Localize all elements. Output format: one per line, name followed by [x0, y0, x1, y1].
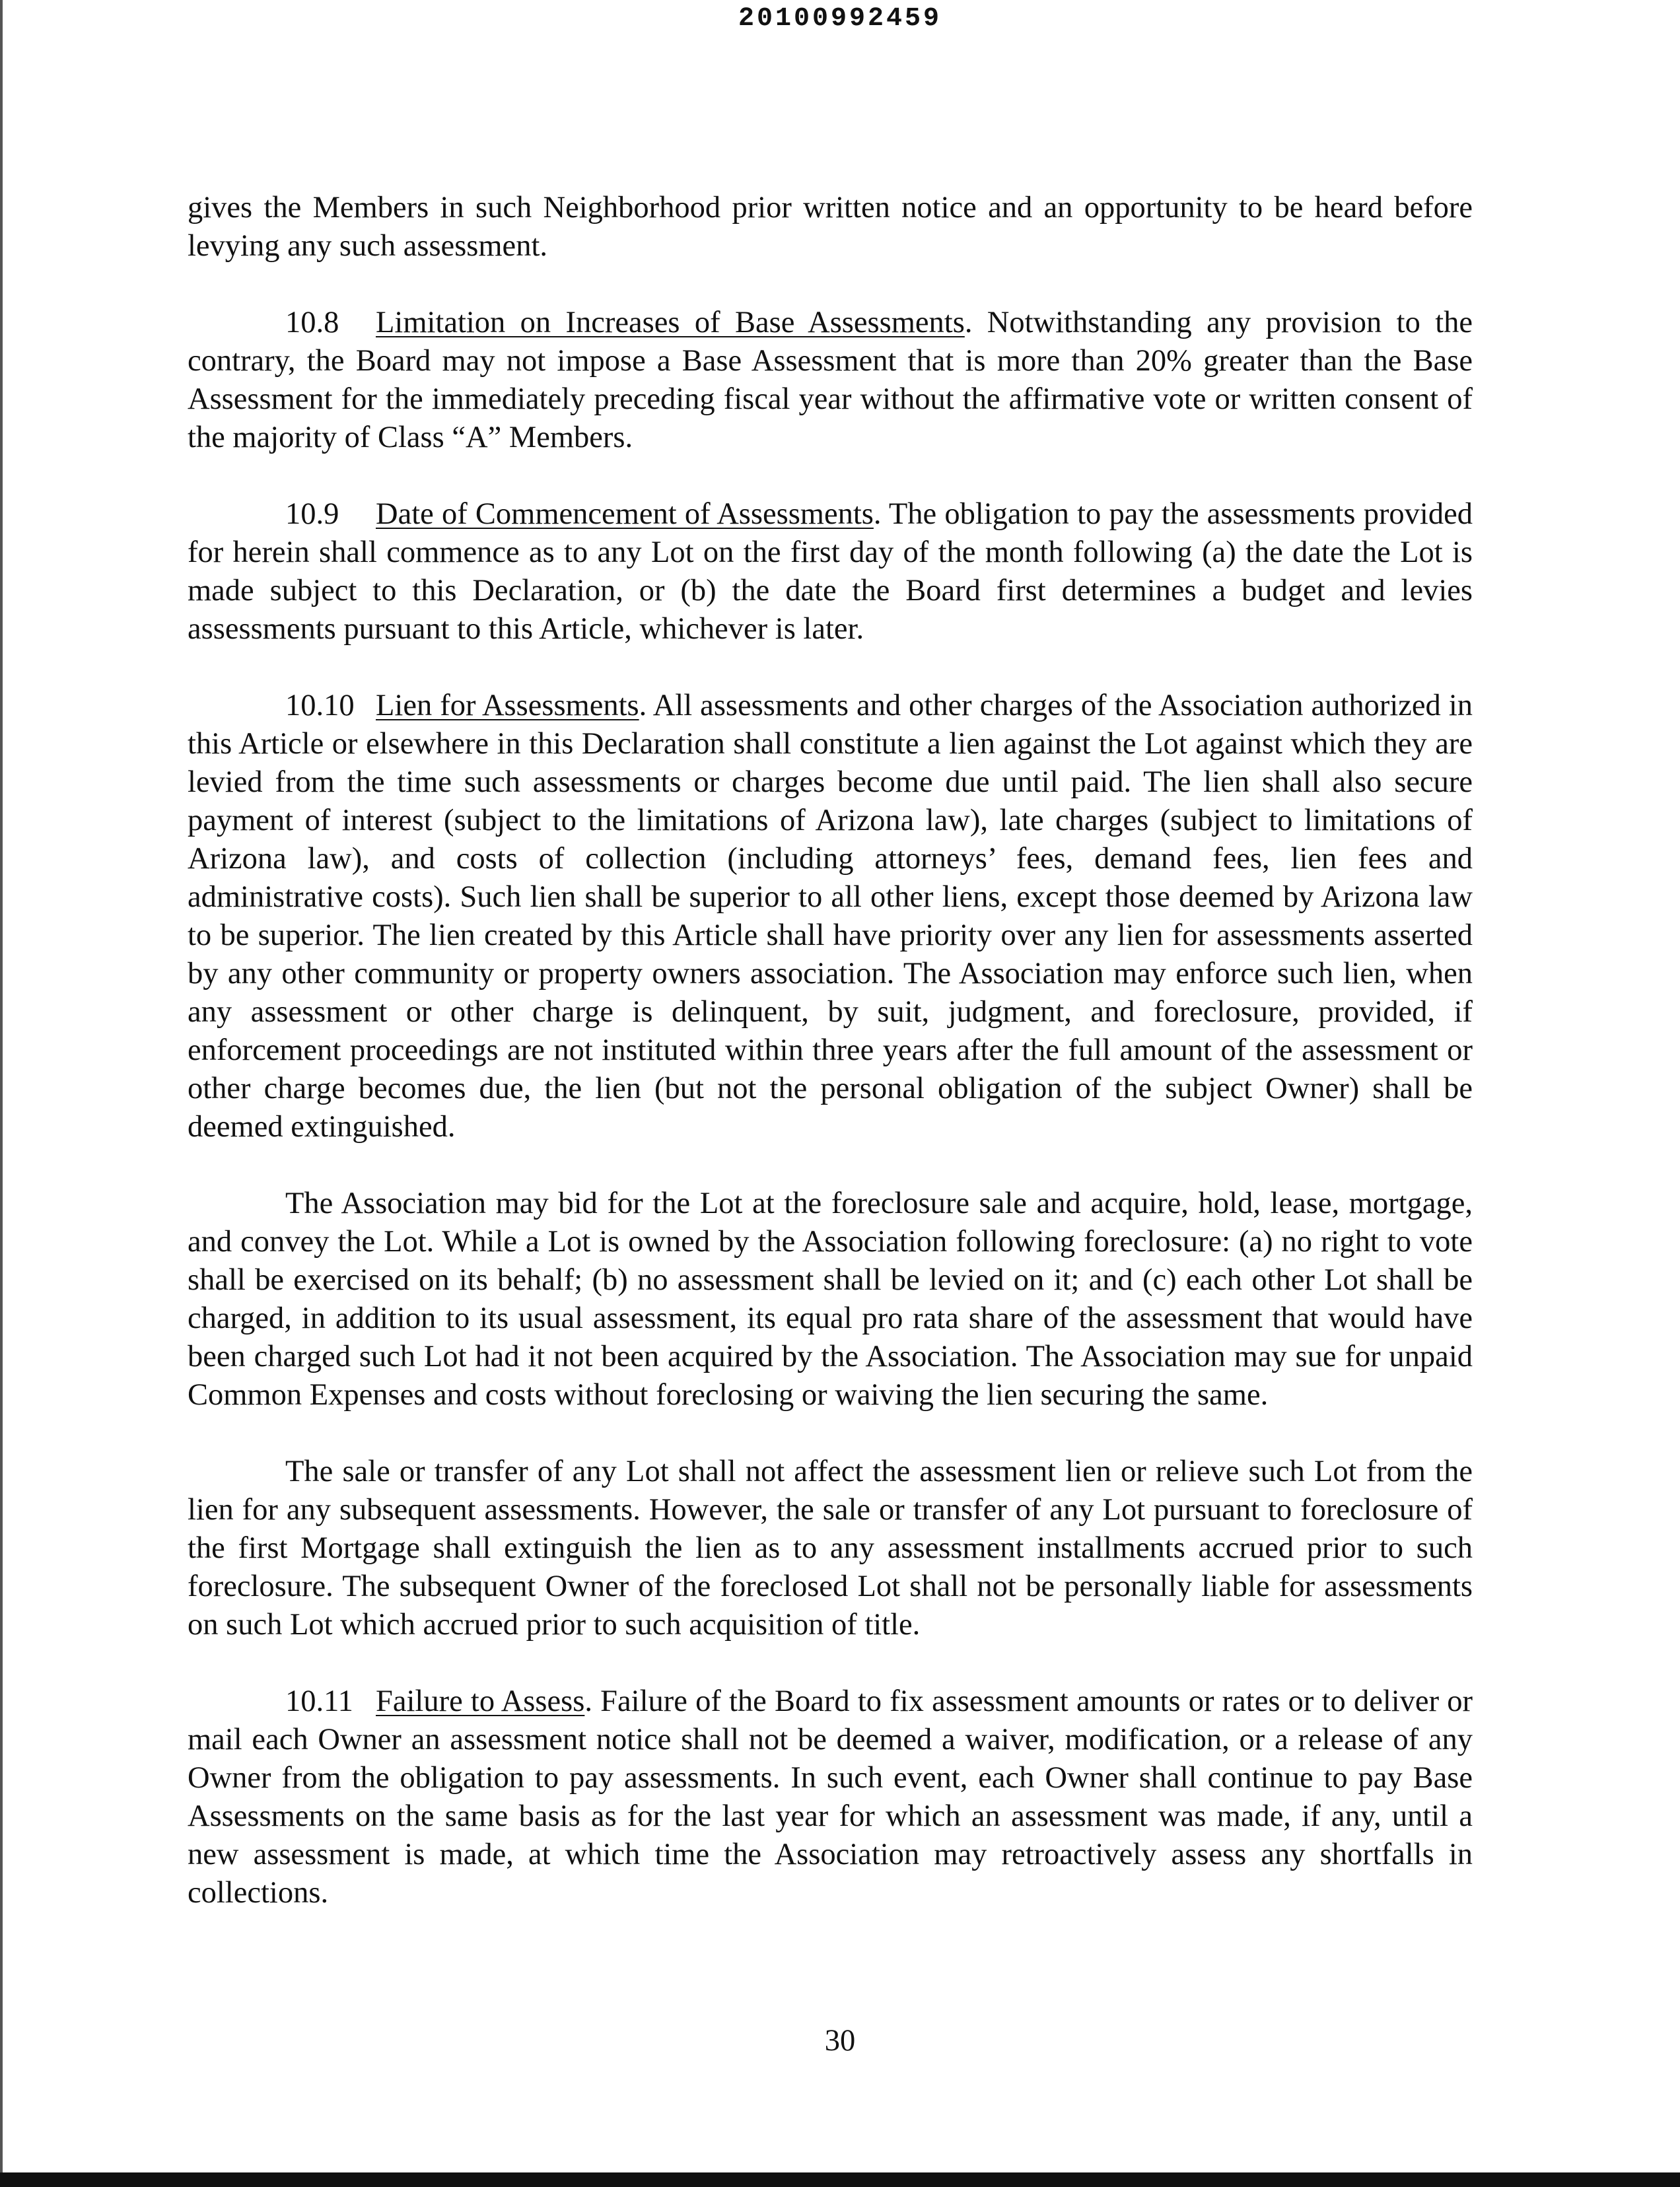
section-number: 10.10	[285, 689, 355, 722]
section-10-9	[188, 495, 1473, 648]
section-text: . The obligation to pay the assessments provided for herein shall commence as to any Lot on the first day of the month following (a) the date the Lot is made subject to this Declaration, or (b) the date the Board first determines a budget and levies assessments pursuant to this Article, whichever is later.	[188, 497, 1473, 646]
section-text: . Failure of the Board to fix assessment amounts or rates or to deliver or mail each Owner an assessment notice shall not be deemed a waiver, modification, or a release of any Owner from the obligation to pay assessments. In such event, each Owner shall continue to pay Base Assessments on the same basis as for the last year for which an assessment was made, if any, until a new assessment is made, at which time the Association may retroactively assess any shortfalls in collections.	[188, 1684, 1473, 1910]
document-body	[188, 189, 1473, 1951]
section-title: Date of Commencement of Assessments	[376, 497, 874, 531]
section-text: . All assessments and other charges of the Association authorized in this Article or elsewhere in this Declaration shall constitute a lien against the Lot against which they are levied from the time such assessments or charges become due until paid. The lien shall also secure payment of interest (subject to the limitations of Arizona law), late charges (subject to limitations of Arizona law), and costs of collection (including attorneys’ fees, demand fees, lien fees and administrative costs). Such lien shall be superior to all other liens, except those deemed by Arizona law to be superior. The lien created by this Article shall have priority over any lien for assessments asserted by any other community or property owners association. The Association may enforce such lien, when any assessment or other charge is delinquent, by suit, judgment, and foreclosure, provided, if enforcement proceedings are not instituted within three years after the full amount of the assessment or other charge becomes due, the lien (but not the personal obligation of the subject Owner) shall be deemed extinguished.	[188, 689, 1473, 1144]
paragraph-sale-transfer	[188, 1453, 1473, 1644]
paragraph-foreclosure-bid	[188, 1185, 1473, 1414]
section-10-8	[188, 304, 1473, 457]
paragraph-text: gives the Members in such Neighborhood prior written notice and an opportunity to be heard before levying any such assessment.	[188, 191, 1473, 263]
section-10-10	[188, 687, 1473, 1146]
section-number: 10.9	[285, 497, 339, 531]
paragraph-continuation	[188, 189, 1473, 265]
paragraph-text: The sale or transfer of any Lot shall not affect the assessment lien or relieve such Lot from the lien for any subsequent assessments. However, the sale or transfer of any Lot pursuant to foreclosure of the first Mortgage shall extinguish the lien as to any assessment installments accrued prior to such foreclosure. The subsequent Owner of the foreclosed Lot shall not be personally liable for assessments on such Lot which accrued prior to such acquisition of title.	[188, 1455, 1473, 1642]
section-title: Limitation on Increases of Base Assessments	[376, 306, 965, 339]
document-number: 20100992459	[738, 4, 942, 34]
paragraph-text: The Association may bid for the Lot at the foreclosure sale and acquire, hold, lease, mortgage, and convey the Lot. While a Lot is owned by the Association following foreclosure: (a) no right to vote shall be exercised on its behalf; (b) no assessment shall be levied on it; and (c) each other Lot shall be charged, in addition to its usual assessment, its equal pro rata share of the assessment that would have been charged such Lot had it not been acquired by the Association. The Association may sue for unpaid Common Expenses and costs without foreclosing or waiving the lien securing the same.	[188, 1187, 1473, 1412]
scan-bottom-edge	[0, 2172, 1680, 2187]
section-title: Failure to Assess	[376, 1684, 585, 1718]
section-number: 10.8	[285, 306, 339, 339]
section-10-11	[188, 1683, 1473, 1912]
page-number: 30	[824, 2024, 856, 2058]
section-text: . Notwithstanding any provision to the contrary, the Board may not impose a Base Assessment that is more than 20% greater than the Base Assessment for the immediately preceding fiscal year without the affirmative vote or written consent of the majority of Class “A” Members.	[188, 306, 1473, 454]
section-number: 10.11	[285, 1684, 353, 1718]
section-title: Lien for Assessments	[376, 689, 639, 722]
page-edge	[0, 0, 3, 2172]
